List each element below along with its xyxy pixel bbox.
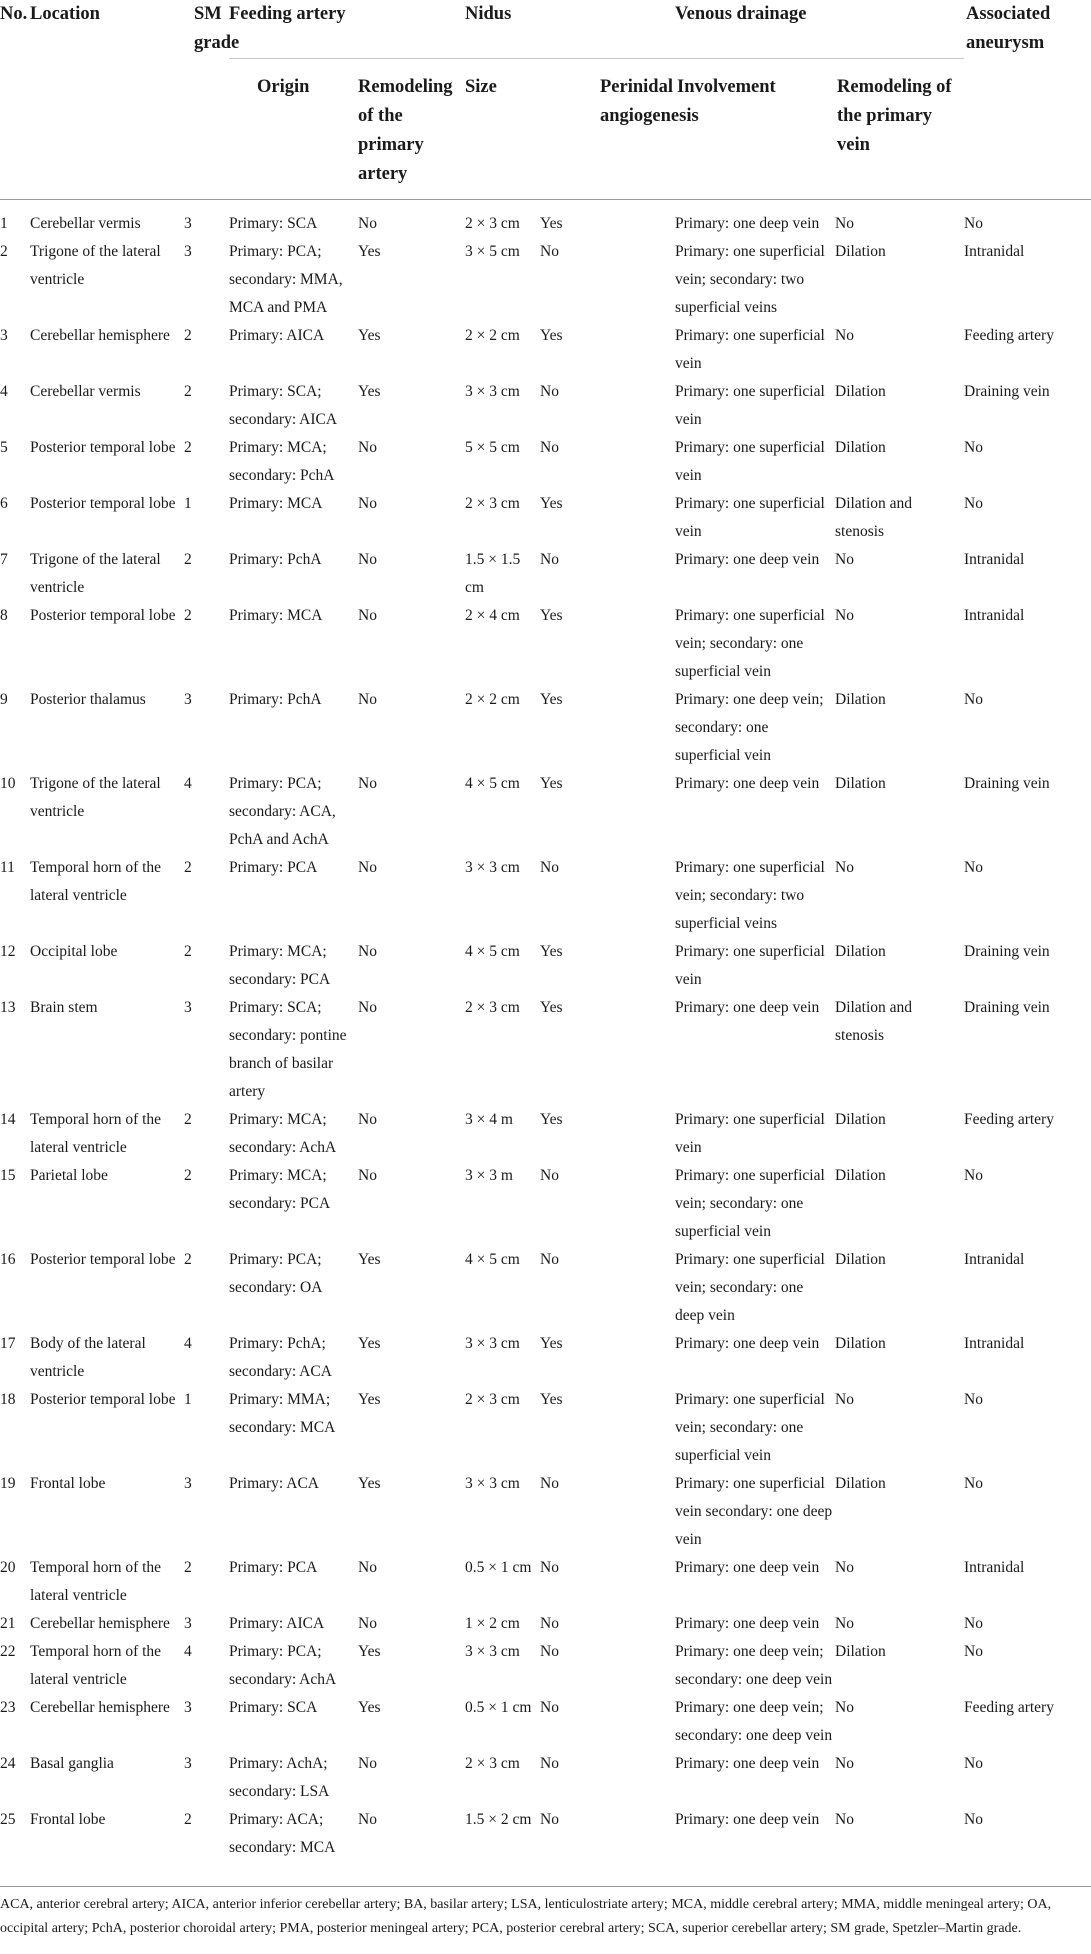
cell-size: 5 × 5 cm — [465, 438, 520, 456]
cell-perinidal: Yes — [540, 1334, 563, 1352]
cell-origin: Primary: MCA; secondary: PCA — [229, 1166, 331, 1212]
cell-origin: Primary: MMA; secondary: MCA — [229, 1390, 336, 1436]
cell-no: 8 — [0, 606, 8, 624]
cell-remodeling-vein: Dilation — [835, 690, 886, 708]
cell-involvement: Primary: one superficial vein; secondary: one superficial vein — [675, 606, 825, 680]
cell-aneurysm: Feeding artery — [964, 326, 1054, 344]
cell-involvement: Primary: one deep vein — [675, 1558, 820, 1576]
table-row — [0, 1638, 1091, 1694]
cell-remodeling-vein: Dilation — [835, 774, 886, 792]
table-row — [0, 1554, 1091, 1610]
cell-origin: Primary: MCA; secondary: PchA — [229, 438, 335, 484]
cell-size: 2 × 2 cm — [465, 690, 520, 708]
cell-origin: Primary: AICA — [229, 1614, 325, 1632]
cell-origin: Primary: PCA; secondary: MMA, MCA and PMA — [229, 242, 343, 316]
cell-sm-grade: 2 — [184, 382, 192, 400]
cell-origin: Primary: SCA; secondary: AICA — [229, 382, 338, 428]
cell-perinidal: No — [540, 242, 559, 260]
cell-origin: Primary: MCA; secondary: AchA — [229, 1110, 337, 1156]
cell-origin: Primary: MCA — [229, 494, 323, 512]
cell-no: 23 — [0, 1698, 16, 1716]
cell-location: Frontal lobe — [30, 1474, 106, 1492]
cell-location: Trigone of the lateral ventricle — [30, 550, 161, 596]
cell-sm-grade: 2 — [184, 1558, 192, 1576]
cell-remodeling-vein: No — [835, 326, 854, 344]
cell-remodeling-artery: No — [358, 550, 377, 568]
cell-no: 12 — [0, 942, 16, 960]
table-row — [0, 1246, 1091, 1330]
cell-perinidal: Yes — [540, 214, 563, 232]
cell-location: Posterior temporal lobe — [30, 1250, 176, 1268]
cell-aneurysm: No — [964, 1166, 983, 1184]
cell-location: Posterior temporal lobe — [30, 1390, 176, 1408]
cell-sm-grade: 2 — [184, 858, 192, 876]
cell-no: 15 — [0, 1166, 16, 1184]
cell-size: 1.5 × 1.5 cm — [465, 550, 521, 596]
cell-location: Temporal horn of the lateral ventricle — [30, 1642, 162, 1688]
cell-aneurysm: Feeding artery — [964, 1698, 1054, 1716]
cell-no: 19 — [0, 1474, 16, 1492]
header-feeding-artery: Feeding artery — [229, 0, 465, 58]
cell-size: 0.5 × 1 cm — [465, 1698, 532, 1716]
table-row — [0, 1470, 1091, 1554]
cell-sm-grade: 2 — [184, 1810, 192, 1828]
cell-location: Trigone of the lateral ventricle — [30, 774, 161, 820]
cell-size: 3 × 4 m — [465, 1110, 513, 1128]
cell-remodeling-vein: No — [835, 1810, 854, 1828]
cell-origin: Primary: MCA; secondary: PCA — [229, 942, 331, 988]
cell-involvement: Primary: one superficial vein; secondary: one superficial vein — [675, 1390, 825, 1464]
cell-involvement: Primary: one superficial vein — [675, 382, 825, 428]
cell-size: 2 × 2 cm — [465, 326, 520, 344]
cell-no: 22 — [0, 1642, 16, 1660]
cell-remodeling-vein: Dilation and stenosis — [835, 998, 913, 1044]
cell-size: 1.5 × 2 cm — [465, 1810, 532, 1828]
cell-size: 2 × 3 cm — [465, 214, 520, 232]
cell-aneurysm: Draining vein — [964, 942, 1050, 960]
cell-remodeling-vein: No — [835, 1558, 854, 1576]
cell-aneurysm: Draining vein — [964, 774, 1050, 792]
header-nidus: Nidus — [465, 0, 675, 58]
cell-remodeling-vein: Dilation — [835, 1166, 886, 1184]
cell-sm-grade: 2 — [184, 1110, 192, 1128]
cell-origin: Primary: AchA; secondary: LSA — [229, 1754, 330, 1800]
cell-sm-grade: 3 — [184, 1474, 192, 1492]
table-row — [0, 602, 1091, 686]
table-row — [0, 770, 1091, 854]
cell-location: Body of the lateral ventricle — [30, 1334, 146, 1380]
cell-involvement: Primary: one superficial vein — [675, 326, 825, 372]
cell-remodeling-artery: Yes — [358, 242, 381, 260]
cell-sm-grade: 2 — [184, 1250, 192, 1268]
cell-involvement: Primary: one superficial vein; secondary: two superficial veins — [675, 858, 825, 932]
cell-origin: Primary: SCA — [229, 1698, 318, 1716]
cell-sm-grade: 4 — [184, 774, 192, 792]
header-involvement: Involvement — [675, 58, 835, 199]
cell-remodeling-artery: Yes — [358, 1474, 381, 1492]
cell-origin: Primary: PchA; secondary: ACA — [229, 1334, 332, 1380]
cell-remodeling-artery: No — [358, 494, 377, 512]
cell-aneurysm: Intranidal — [964, 1334, 1025, 1352]
table-row — [0, 1806, 1091, 1862]
cell-involvement: Primary: one superficial vein — [675, 438, 825, 484]
cell-aneurysm: No — [964, 690, 983, 708]
cell-remodeling-artery: No — [358, 606, 377, 624]
cell-remodeling-artery: No — [358, 1754, 377, 1772]
cell-aneurysm: No — [964, 1642, 983, 1660]
cell-no: 3 — [0, 326, 8, 344]
cell-perinidal: Yes — [540, 326, 563, 344]
cell-location: Temporal horn of the lateral ventricle — [30, 858, 162, 904]
cell-no: 18 — [0, 1390, 16, 1408]
cell-involvement: Primary: one superficial vein — [675, 1110, 825, 1156]
cell-remodeling-vein: Dilation — [835, 1642, 886, 1660]
cell-aneurysm: Intranidal — [964, 550, 1025, 568]
cell-size: 2 × 3 cm — [465, 998, 520, 1016]
cell-sm-grade: 3 — [184, 1614, 192, 1632]
cell-origin: Primary: ACA — [229, 1474, 319, 1492]
table-row — [0, 238, 1091, 322]
cell-aneurysm: No — [964, 494, 983, 512]
cell-involvement: Primary: one deep vein — [675, 550, 820, 568]
cell-remodeling-vein: Dilation — [835, 438, 886, 456]
cell-remodeling-vein: No — [835, 858, 854, 876]
cell-location: Parietal lobe — [30, 1166, 108, 1184]
cell-perinidal: Yes — [540, 942, 563, 960]
cell-remodeling-vein: No — [835, 1698, 854, 1716]
cell-origin: Primary: PCA; secondary: AchA — [229, 1642, 337, 1688]
cell-remodeling-vein: Dilation and stenosis — [835, 494, 913, 540]
cell-perinidal: No — [540, 1698, 559, 1716]
cell-location: Basal ganglia — [30, 1754, 114, 1772]
cell-involvement: Primary: one deep vein — [675, 774, 820, 792]
cell-perinidal: Yes — [540, 494, 563, 512]
cell-perinidal: No — [540, 1810, 559, 1828]
cell-sm-grade: 1 — [184, 494, 192, 512]
cell-remodeling-artery: Yes — [358, 1334, 381, 1352]
cell-remodeling-artery: No — [358, 774, 377, 792]
cell-involvement: Primary: one deep vein — [675, 1614, 820, 1632]
cell-involvement: Primary: one superficial vein; secondary: one deep vein — [675, 1250, 825, 1324]
cell-sm-grade: 2 — [184, 1166, 192, 1184]
cell-no: 13 — [0, 998, 16, 1016]
cell-remodeling-vein: No — [835, 1390, 854, 1408]
cell-size: 3 × 3 cm — [465, 1474, 520, 1492]
cell-no: 20 — [0, 1558, 16, 1576]
cell-involvement: Primary: one deep vein; secondary: one deep vein — [675, 1642, 833, 1688]
cell-remodeling-artery: Yes — [358, 1250, 381, 1268]
cell-aneurysm: No — [964, 1614, 983, 1632]
cell-perinidal: No — [540, 438, 559, 456]
cell-aneurysm: No — [964, 1390, 983, 1408]
cell-remodeling-artery: No — [358, 214, 377, 232]
cell-involvement: Primary: one deep vein; secondary: one superficial vein — [675, 690, 824, 764]
cell-remodeling-artery: No — [358, 942, 377, 960]
cell-remodeling-vein: Dilation — [835, 1110, 886, 1128]
cell-involvement: Primary: one deep vein — [675, 1334, 820, 1352]
cell-size: 2 × 3 cm — [465, 1754, 520, 1772]
table-row — [0, 1386, 1091, 1470]
cell-remodeling-artery: Yes — [358, 1390, 381, 1408]
table-row — [0, 378, 1091, 434]
cell-involvement: Primary: one deep vein — [675, 1810, 820, 1828]
cell-perinidal: Yes — [540, 606, 563, 624]
cell-remodeling-vein: Dilation — [835, 1334, 886, 1352]
cell-perinidal: No — [540, 1642, 559, 1660]
cell-sm-grade: 3 — [184, 1698, 192, 1716]
cell-remodeling-artery: No — [358, 1614, 377, 1632]
cell-perinidal: No — [540, 1166, 559, 1184]
cell-origin: Primary: SCA; secondary: pontine branch of basilar artery — [229, 998, 347, 1100]
cell-remodeling-vein: Dilation — [835, 1474, 886, 1492]
cell-location: Posterior temporal lobe — [30, 438, 176, 456]
cell-location: Posterior thalamus — [30, 690, 146, 708]
cell-size: 4 × 5 cm — [465, 942, 520, 960]
cell-location: Cerebellar vermis — [30, 382, 141, 400]
cell-size: 4 × 5 cm — [465, 774, 520, 792]
cell-location: Trigone of the lateral ventricle — [30, 242, 161, 288]
table-row — [0, 1162, 1091, 1246]
cell-involvement: Primary: one superficial vein; secondary: two superficial veins — [675, 242, 825, 316]
cell-perinidal: No — [540, 1474, 559, 1492]
cell-remodeling-vein: No — [835, 214, 854, 232]
table-row — [0, 686, 1091, 770]
table-row — [0, 434, 1091, 490]
cell-sm-grade: 3 — [184, 998, 192, 1016]
cell-location: Cerebellar vermis — [30, 214, 141, 232]
cell-involvement: Primary: one deep vein — [675, 214, 820, 232]
table-row — [0, 546, 1091, 602]
cell-no: 24 — [0, 1754, 16, 1772]
cell-perinidal: Yes — [540, 774, 563, 792]
cell-origin: Primary: PchA — [229, 690, 322, 708]
table-row — [0, 490, 1091, 546]
cell-perinidal: Yes — [540, 690, 563, 708]
cell-aneurysm: No — [964, 1474, 983, 1492]
header-sm-grade: SM grade — [194, 4, 240, 53]
cell-origin: Primary: PCA; secondary: OA — [229, 1250, 323, 1296]
cell-remodeling-artery: Yes — [358, 1698, 381, 1716]
cell-size: 3 × 3 cm — [465, 1334, 520, 1352]
cell-remodeling-vein: Dilation — [835, 242, 886, 260]
cell-aneurysm: Draining vein — [964, 998, 1050, 1016]
cell-sm-grade: 1 — [184, 1390, 192, 1408]
table-row — [0, 1694, 1091, 1750]
cell-sm-grade: 3 — [184, 1754, 192, 1772]
cell-size: 2 × 4 cm — [465, 606, 520, 624]
table-body — [0, 199, 1091, 1862]
cell-sm-grade: 3 — [184, 690, 192, 708]
table-row — [0, 854, 1091, 938]
cell-size: 3 × 3 cm — [465, 1642, 520, 1660]
cell-size: 2 × 3 cm — [465, 1390, 520, 1408]
cell-remodeling-artery: Yes — [358, 326, 381, 344]
cell-aneurysm: Feeding artery — [964, 1110, 1054, 1128]
cell-involvement: Primary: one superficial vein — [675, 942, 825, 988]
cell-remodeling-artery: No — [358, 1558, 377, 1576]
cell-involvement: Primary: one superficial vein secondary: one deep vein — [675, 1474, 833, 1548]
header-perinidal: Perinidal angiogenesis — [540, 58, 675, 199]
header-location: Location — [30, 4, 100, 24]
cell-perinidal: No — [540, 1250, 559, 1268]
cell-perinidal: No — [540, 1754, 559, 1772]
table-row — [0, 199, 1091, 238]
cell-location: Cerebellar hemisphere — [30, 1614, 170, 1632]
cell-remodeling-artery: No — [358, 858, 377, 876]
cell-no: 5 — [0, 438, 8, 456]
cell-remodeling-artery: Yes — [358, 1642, 381, 1660]
cell-no: 9 — [0, 690, 8, 708]
table-header — [0, 0, 1091, 199]
cell-origin: Primary: MCA — [229, 606, 323, 624]
cell-involvement: Primary: one superficial vein; secondary: one superficial vein — [675, 1166, 825, 1240]
cell-remodeling-artery: No — [358, 438, 377, 456]
cell-remodeling-artery: No — [358, 1810, 377, 1828]
cell-involvement: Primary: one deep vein — [675, 998, 820, 1016]
cell-aneurysm: No — [964, 214, 983, 232]
cell-no: 7 — [0, 550, 8, 568]
table-row — [0, 322, 1091, 378]
cell-remodeling-artery: No — [358, 1110, 377, 1128]
cell-perinidal: Yes — [540, 1110, 563, 1128]
header-associated-aneurysm: Associated aneurysm — [966, 4, 1051, 53]
cell-sm-grade: 2 — [184, 606, 192, 624]
cell-remodeling-vein: Dilation — [835, 1250, 886, 1268]
cell-perinidal: No — [540, 1558, 559, 1576]
cell-no: 1 — [0, 214, 8, 232]
cell-aneurysm: Intranidal — [964, 1250, 1025, 1268]
cell-aneurysm: Intranidal — [964, 242, 1025, 260]
cell-aneurysm: Draining vein — [964, 382, 1050, 400]
cell-remodeling-vein: No — [835, 1754, 854, 1772]
cell-remodeling-vein: Dilation — [835, 382, 886, 400]
cell-no: 4 — [0, 382, 8, 400]
cell-no: 21 — [0, 1614, 16, 1632]
cell-perinidal: No — [540, 1614, 559, 1632]
cell-perinidal: Yes — [540, 1390, 563, 1408]
cell-perinidal: No — [540, 550, 559, 568]
cell-involvement: Primary: one superficial vein — [675, 494, 825, 540]
cell-size: 3 × 3 m — [465, 1166, 513, 1184]
header-no: No. — [0, 4, 28, 24]
cell-aneurysm: No — [964, 438, 983, 456]
header-remodeling-artery: Remodeling of the primary artery — [358, 58, 465, 199]
header-remodeling-vein: Remodeling of the primary vein — [835, 58, 964, 199]
cell-involvement: Primary: one deep vein — [675, 1754, 820, 1772]
cell-origin: Primary: AICA — [229, 326, 325, 344]
cell-size: 1 × 2 cm — [465, 1614, 520, 1632]
cell-size: 2 × 3 cm — [465, 494, 520, 512]
cell-no: 6 — [0, 494, 8, 512]
cell-size: 3 × 5 cm — [465, 242, 520, 260]
cell-no: 16 — [0, 1250, 16, 1268]
cell-no: 2 — [0, 242, 8, 260]
table-row — [0, 1330, 1091, 1386]
cell-no: 11 — [0, 858, 15, 876]
cell-size: 3 × 3 cm — [465, 858, 520, 876]
cell-involvement: Primary: one deep vein; secondary: one deep vein — [675, 1698, 833, 1744]
cell-sm-grade: 2 — [184, 550, 192, 568]
cell-no: 14 — [0, 1110, 16, 1128]
cell-location: Temporal horn of the lateral ventricle — [30, 1558, 162, 1604]
cell-perinidal: Yes — [540, 998, 563, 1016]
cell-perinidal: No — [540, 382, 559, 400]
header-venous-drainage: Venous drainage — [675, 0, 964, 58]
cell-sm-grade: 3 — [184, 214, 192, 232]
cell-aneurysm: Intranidal — [964, 606, 1025, 624]
cell-location: Cerebellar hemisphere — [30, 1698, 170, 1716]
cell-perinidal: No — [540, 858, 559, 876]
table-footnote: ACA, anterior cerebral artery; AICA, anterior inferior cerebellar artery; BA, basilar artery; LSA, lenticulostriate artery; MCA, middle cerebral artery; MMA, middle meningeal artery; OA, occipital artery; PchA, posterior choroidal artery; PMA, posterior meningeal artery; PCA, posterior cerebral artery; SCA, superior cerebellar artery; SM grade, Spetzler–Martin grade. — [0, 1886, 1091, 1941]
cell-remodeling-vein: No — [835, 606, 854, 624]
cell-location: Frontal lobe — [30, 1810, 106, 1828]
header-origin: Origin — [229, 58, 358, 199]
cell-aneurysm: Intranidal — [964, 1558, 1025, 1576]
table-row — [0, 938, 1091, 994]
cell-sm-grade: 3 — [184, 242, 192, 260]
cell-remodeling-vein: No — [835, 550, 854, 568]
table-row — [0, 994, 1091, 1106]
cell-origin: Primary: PCA — [229, 858, 318, 876]
cell-sm-grade: 4 — [184, 1334, 192, 1352]
cell-remodeling-artery: No — [358, 690, 377, 708]
cell-no: 17 — [0, 1334, 16, 1352]
cell-origin: Primary: SCA — [229, 214, 318, 232]
cell-remodeling-artery: No — [358, 1166, 377, 1184]
table-row — [0, 1750, 1091, 1806]
cell-location: Posterior temporal lobe — [30, 494, 176, 512]
cell-origin: Primary: PchA — [229, 550, 322, 568]
cell-location: Posterior temporal lobe — [30, 606, 176, 624]
cell-size: 0.5 × 1 cm — [465, 1558, 532, 1576]
cell-remodeling-artery: No — [358, 998, 377, 1016]
cell-size: 4 × 5 cm — [465, 1250, 520, 1268]
cell-aneurysm: No — [964, 1810, 983, 1828]
table-row — [0, 1106, 1091, 1162]
cell-location: Cerebellar hemisphere — [30, 326, 170, 344]
cell-sm-grade: 2 — [184, 942, 192, 960]
cell-origin: Primary: PCA — [229, 1558, 318, 1576]
cell-origin: Primary: PCA; secondary: ACA, PchA and AchA — [229, 774, 336, 848]
cell-origin: Primary: ACA; secondary: MCA — [229, 1810, 336, 1856]
cell-aneurysm: No — [964, 858, 983, 876]
header-size: Size — [465, 58, 540, 199]
cell-remodeling-vein: Dilation — [835, 942, 886, 960]
cell-size: 3 × 3 cm — [465, 382, 520, 400]
cell-sm-grade: 4 — [184, 1642, 192, 1660]
cell-location: Occipital lobe — [30, 942, 118, 960]
table-row — [0, 1610, 1091, 1638]
cell-remodeling-artery: Yes — [358, 382, 381, 400]
cell-no: 25 — [0, 1810, 16, 1828]
cell-sm-grade: 2 — [184, 326, 192, 344]
cell-aneurysm: No — [964, 1754, 983, 1772]
cell-location: Temporal horn of the lateral ventricle — [30, 1110, 162, 1156]
cell-no: 10 — [0, 774, 16, 792]
cell-remodeling-vein: No — [835, 1614, 854, 1632]
cell-sm-grade: 2 — [184, 438, 192, 456]
cell-location: Brain stem — [30, 998, 98, 1016]
